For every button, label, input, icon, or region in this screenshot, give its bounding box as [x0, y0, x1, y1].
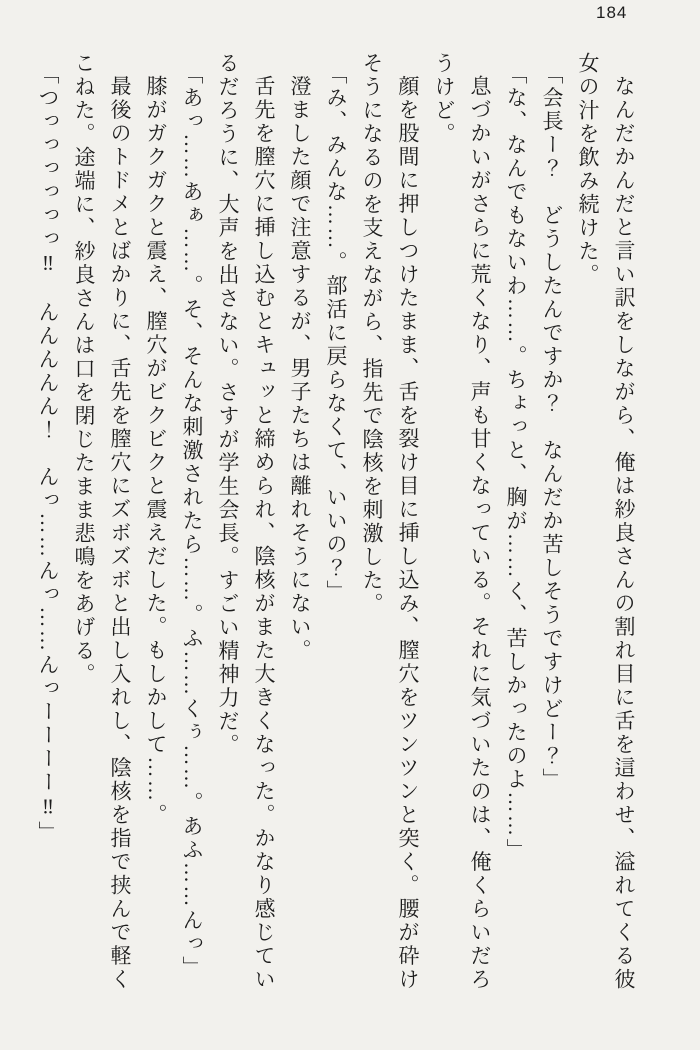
text-line: 女の汁を飲み続けた。 — [576, 52, 600, 287]
text-line: 「会長ー？ どうしたんですか？ なんだか苦しそうですけどー？」 — [540, 63, 564, 792]
text-line: 「み、みんな……。部活に戻らなくて、いいの？」 — [324, 63, 348, 604]
text-line: こねた。途端に、紗良さんは口を閉じたまま悲鳴をあげる。 — [72, 52, 96, 687]
text-line: 「つっっっっっっ‼ んんんんん！ んっ……んっ……んっーーーー‼」 — [36, 63, 60, 845]
text-line: 息づかいがさらに荒くなり、声も甘くなっている。それに気づいたのは、俺くらいだろ — [468, 75, 492, 992]
text-line: うけど。 — [432, 52, 456, 146]
text-line: 「な、なんでもないわ……。ちょっと、胸が……く、苦しかったのよ……」 — [504, 63, 528, 862]
text-line: なんだかんだと言い訳をしながら、俺は紗良さんの割れ目に舌を這わせ、溢れてくる彼 — [612, 75, 636, 992]
text-line: そうになるのを支えながら、指先で陰核を刺激した。 — [360, 52, 384, 616]
text-line: 「あっ……あぁ……。そ、そんな刺激されたら……。ふ……くぅ……。あふ……んっ」 — [180, 63, 204, 980]
text-line: 最後のトドメとばかりに、舌先を膣穴にズボズボと出し入れし、陰核を指で挟んで軽く — [108, 75, 132, 992]
text-line: るだろうに、大声を出さない。さすが学生会長。すごい精神力だ。 — [216, 52, 240, 757]
page-number: 184 — [596, 3, 628, 22]
page-text — [30, 52, 642, 1000]
text-line: 舌先を膣穴に挿し込むとキュッと締められ、陰核がまた大きくなった。かなり感じてい — [252, 75, 276, 992]
text-line: 澄ました顔で注意するが、男子たちは離れそうにない。 — [288, 75, 312, 663]
text-line: 顔を股間に押しつけたまま、舌を裂け目に挿し込み、膣穴をツンツンと突く。腰が砕け — [396, 75, 420, 992]
text-line: 膝がガクガクと震え、膣穴がビクビクと震えだした。もしかして……。 — [144, 75, 168, 827]
